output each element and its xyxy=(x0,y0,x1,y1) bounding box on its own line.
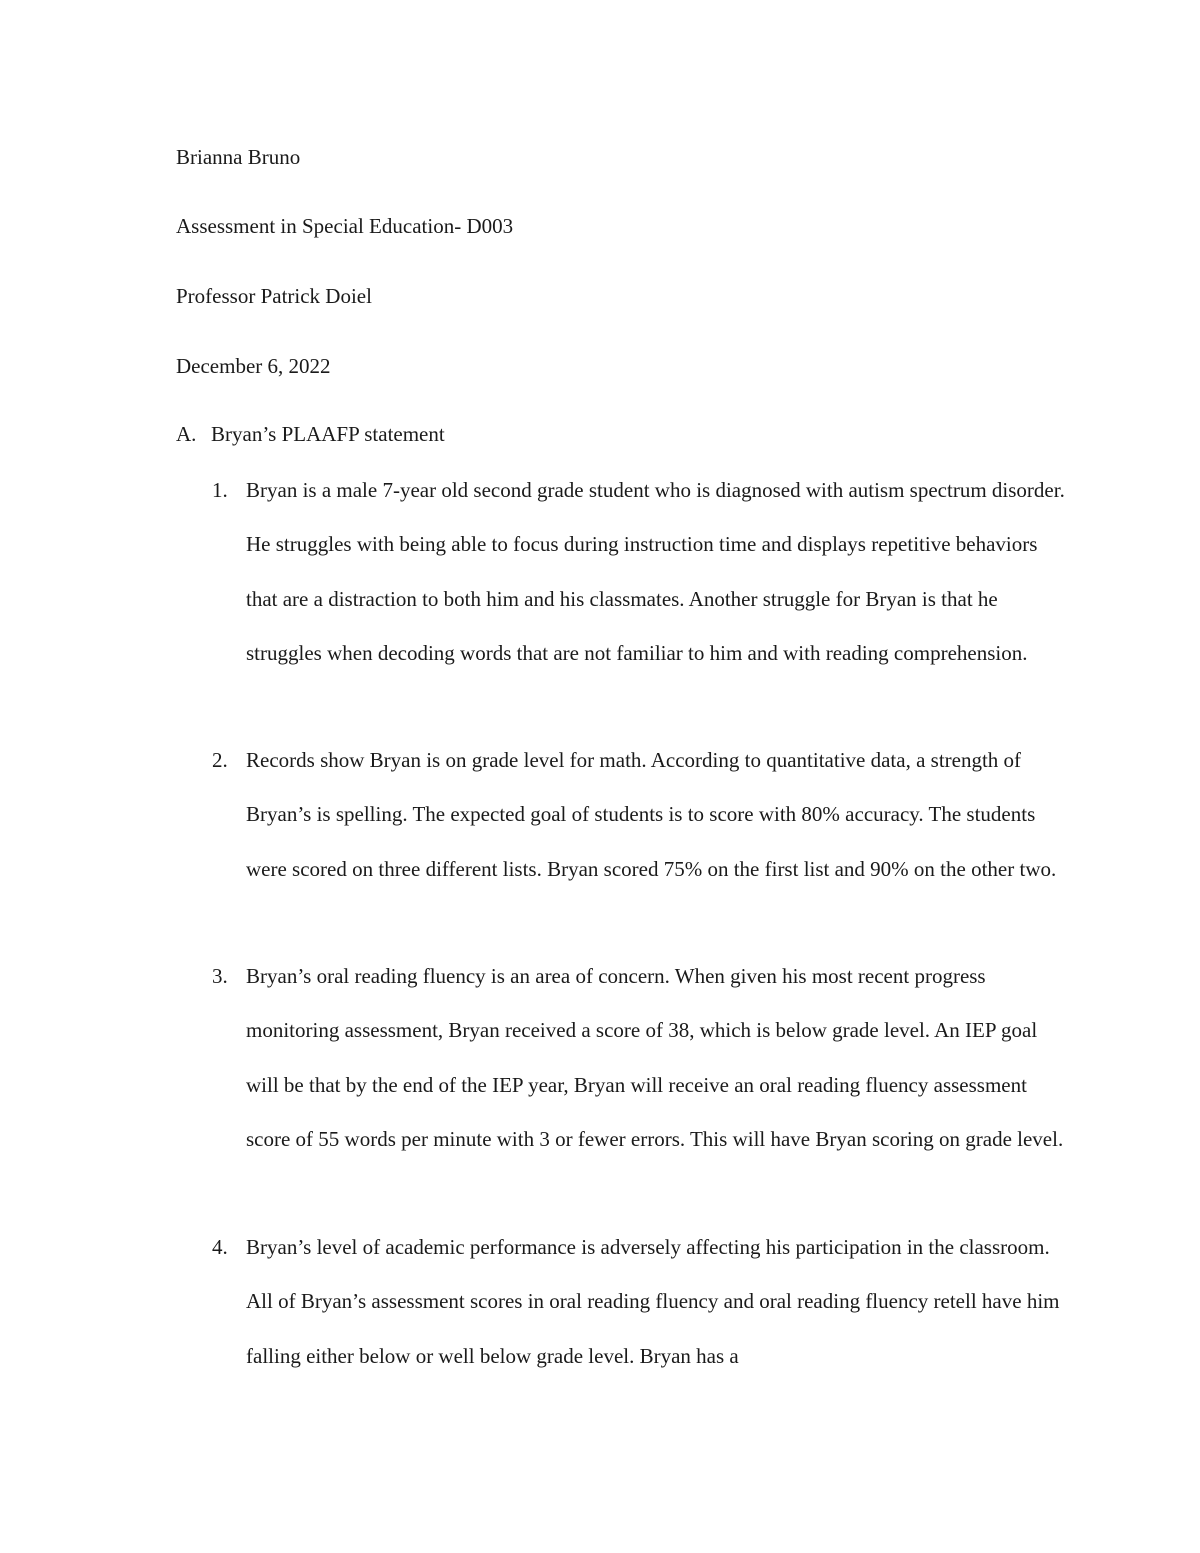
date: December 6, 2022 xyxy=(176,354,331,378)
section-letter: A. xyxy=(176,422,197,446)
course-title: Assessment in Special Education- D003 xyxy=(176,214,514,238)
list-item xyxy=(212,733,1072,896)
section-title: Bryan’s PLAAFP statement xyxy=(211,422,445,446)
list-item-number: 1. xyxy=(212,478,228,502)
list-item-number: 2. xyxy=(212,748,228,772)
section-heading xyxy=(176,421,445,447)
list-item-number: 3. xyxy=(212,964,228,988)
list-item xyxy=(212,949,1072,1166)
professor-name: Professor Patrick Doiel xyxy=(176,284,372,308)
list-item xyxy=(212,1220,1072,1383)
list-item-text: Bryan’s level of academic performance is adversely affecting his participation in the classroom. All of Bryan’s assessment scores in oral reading fluency and oral reading fluency retell have him falling either below or well below grade level. Bryan has a xyxy=(246,1235,1060,1368)
list-item-text: Bryan is a male 7-year old second grade student who is diagnosed with autism spectrum disorder. He struggles with being able to focus during instruction time and displays repetitive behaviors that are a distraction to both him and his classmates. Another struggle for Bryan is that he struggles when decoding words that are not familiar to him and with reading comprehension. xyxy=(246,478,1065,665)
list-item-number: 4. xyxy=(212,1235,228,1259)
author-name: Brianna Bruno xyxy=(176,145,301,169)
list-item-text: Records show Bryan is on grade level for math. According to quantitative data, a strength of Bryan’s is spelling. The expected goal of students is to score with 80% accuracy. The students were scored on three different lists. Bryan scored 75% on the first list and 90% on the other two. xyxy=(246,748,1057,881)
list-item-text: Bryan’s oral reading fluency is an area of concern. When given his most recent progress monitoring assessment, Bryan received a score of 38, which is below grade level. An IEP goal will be that by the end of the IEP year, Bryan will receive an oral reading fluency assessment score of 55 words per minute with 3 or fewer errors. This will have Bryan scoring on grade level. xyxy=(246,964,1064,1151)
list-item xyxy=(212,463,1072,680)
